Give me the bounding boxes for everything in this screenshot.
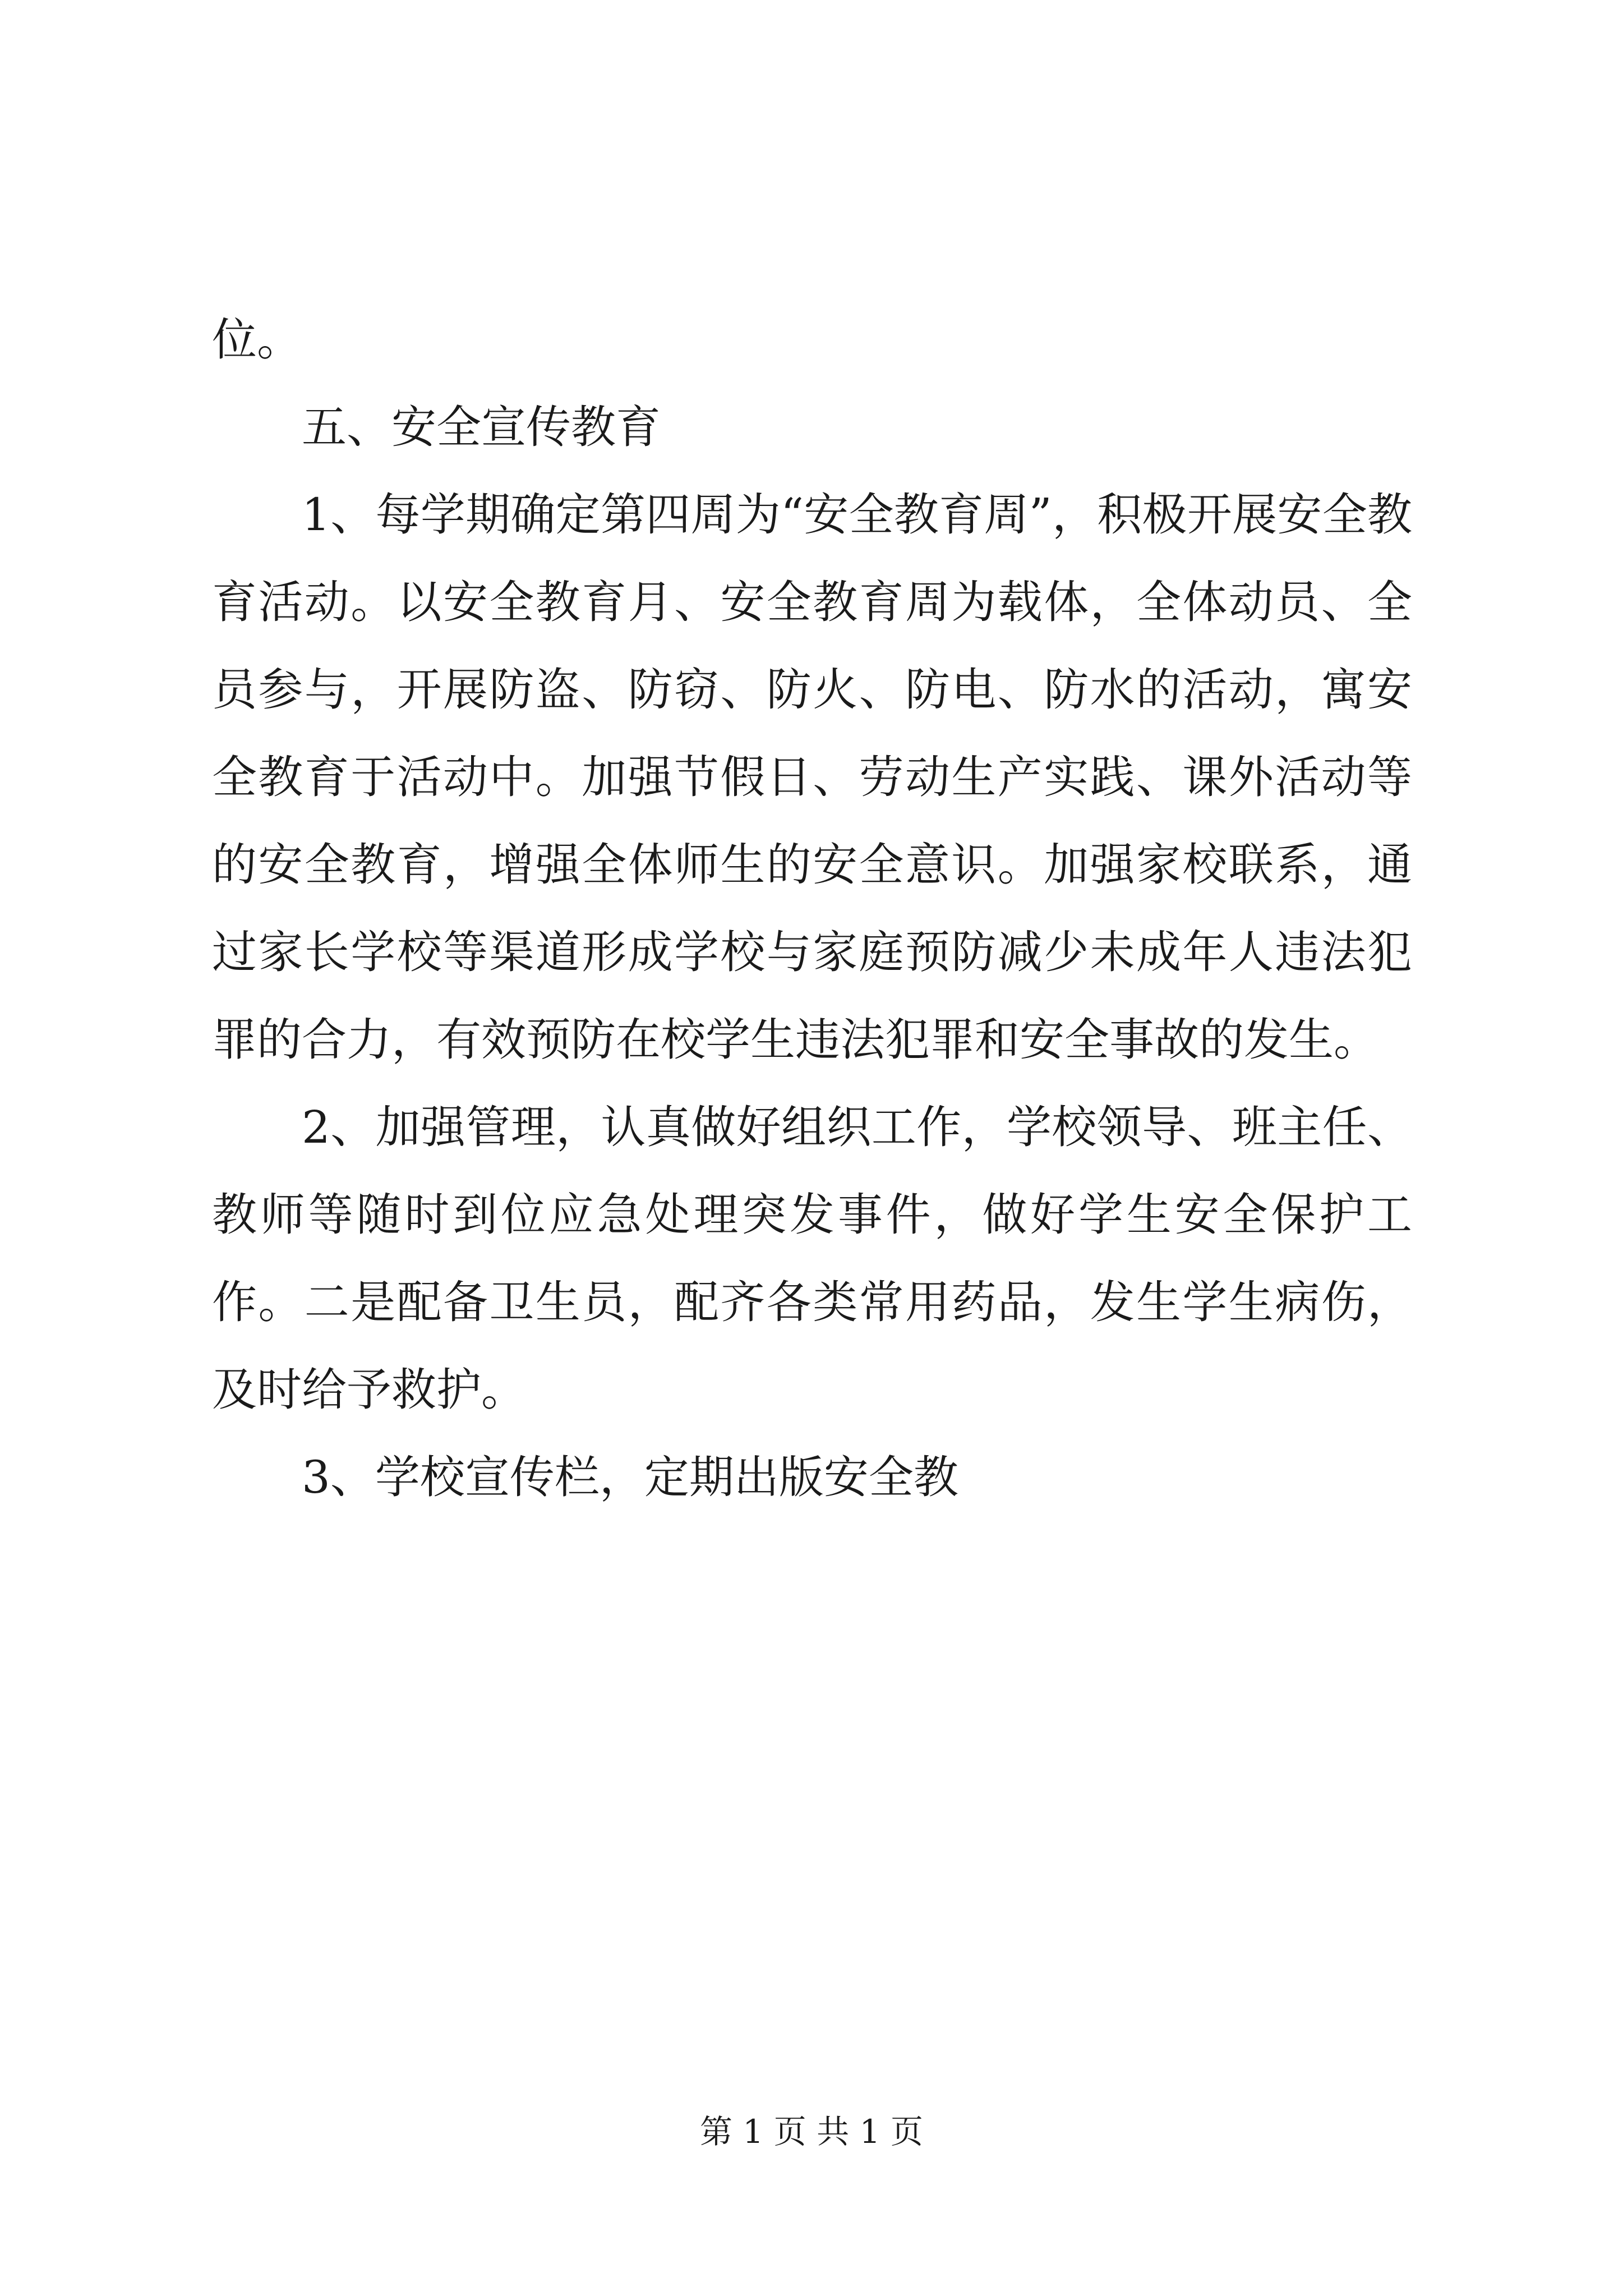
paragraph-continuation: 位。	[212, 314, 302, 366]
paragraph-item-2: 2、加强管理，认真做好组织工作，学校领导、班主任、教师等随时到位应急处理突发事件，做好学生安全保护工作。二是配备卫生员，配齐各类常用药品，发生学生病伤，及时给予救护。	[212, 1101, 1412, 1416]
paragraph-item-1: 1、每学期确定第四周为“安全教育周”，积极开展安全教育活动。以安全教育月、安全教育周为载体，全体动员、全员参与，开展防盗、防窃、防火、防电、防水的活动，寓安全教育于活动中。加强节假日、劳动生产实践、课外活动等的安全教育，增强全体师生的安全意识。加强家校联系，通过家长学校等渠道形成学校与家庭预防减少未成年人违法犯罪的合力，有效预防在校学生违法犯罪和安全事故的发生。	[212, 489, 1412, 1066]
page-footer: 第 1 页 共 1 页	[700, 2113, 923, 2151]
section-heading: 五、安全宣传教育	[302, 401, 661, 453]
document-body	[212, 296, 1412, 1521]
paragraph-item-3: 3、学校宣传栏，定期出版安全教	[302, 1451, 958, 1503]
